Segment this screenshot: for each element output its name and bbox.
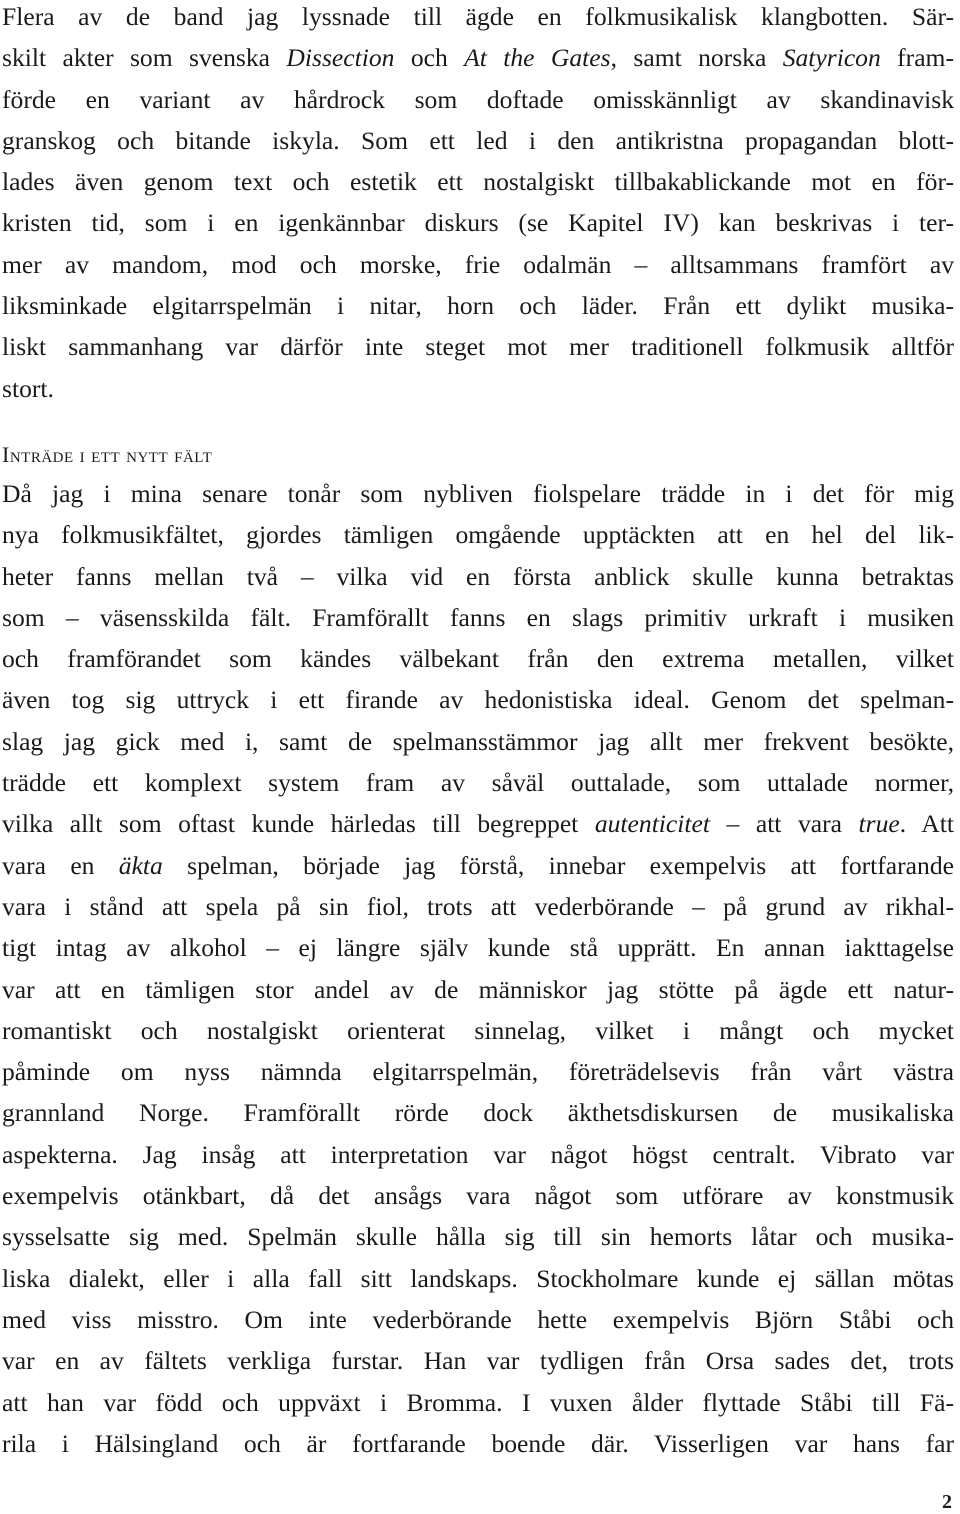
paragraph-1-line: mer av mandom, mod och morske, frie odalmän – alltsammans framfört av (2, 249, 954, 279)
italic-term: true (858, 809, 900, 839)
paragraph-1-line-italic-names: skilt akter som svenska Dissection och At the Gates, samt norska Satyricon fram- (2, 43, 954, 73)
paragraph-2-line-italic-terms: vilka allt som oftast kunde härledas till begreppet autenticitet – att vara true. Att (2, 809, 954, 839)
paragraph-1-line: förde en variant av hårdrock som doftade omisskännligt av skandinavisk (2, 84, 954, 114)
paragraph-2-line: och framförandet som kändes välbekant från den extrema metallen, vilket (2, 644, 954, 674)
paragraph-2-line: nya folkmusikfältet, gjordes tämligen omgående upptäckten att en hel del lik- (2, 520, 954, 550)
page-number: 2 (942, 1491, 952, 1513)
paragraph-2-line: exempelvis otänkbart, då det ansågs vara något som utförare av konstmusik (2, 1181, 954, 1211)
paragraph-2-line-italic-term: vara en äkta spelman, började jag förstå, innebar exempelvis att fortfarande (2, 850, 954, 880)
italic-term: äkta (118, 850, 163, 880)
paragraph-2-line: att han var född och uppväxt i Bromma. I vuxen ålder flyttade Ståbi till Fä- (2, 1387, 954, 1417)
italic-term: autenticitet (594, 809, 710, 839)
paragraph-2-line: liska dialekt, eller i alla fall sitt landskaps. Stockholmare kunde ej sällan mötas (2, 1263, 954, 1293)
paragraph-1 (2, 0, 954, 409)
paragraph-2-line: var att en tämligen stor andel av de människor jag stötte på ägde ett natur- (2, 974, 954, 1004)
paragraph-2-line: sysselsatte sig med. Spelmän skulle hålla sig till sin hemorts låtar och musika- (2, 1222, 954, 1252)
paragraph-1-line: liskt sammanhang var därför inte steget mot mer traditionell folkmusik alltför (2, 332, 954, 362)
paragraph-2-line: slag jag gick med i, samt de spelmansstämmor jag allt mer frekvent besökte, (2, 726, 954, 756)
paragraph-2-line: rila i Hälsingland och är fortfarande boende där. Visserligen var hans far (2, 1428, 954, 1458)
paragraph-1-line: kristen tid, som i en igenkännbar diskurs (se Kapitel IV) kan beskrivas i ter- (2, 208, 954, 238)
paragraph-2-line: som – väsensskilda fält. Framförallt fanns en slags primitiv urkraft i musiken (2, 602, 954, 632)
paragraph-2-line: tigt intag av alkohol – ej längre själv kunde stå upprätt. En annan iakttagelse (2, 933, 954, 963)
paragraph-2-line: romantiskt och nostalgiskt orienterat sinnelag, vilket i mångt och mycket (2, 1015, 954, 1045)
paragraph-2-line: påminde om nyss nämnda elgitarrspelmän, företrädelsevis från vårt västra (2, 1057, 954, 1087)
paragraph-2-line: med viss misstro. Om inte vederbörande hette exempelvis Björn Ståbi och (2, 1304, 954, 1334)
paragraph-1-line: liksminkade elgitarrspelmän i nitar, horn och läder. Från ett dylikt musika- (2, 291, 954, 321)
paragraph-2-line: var en av fältets verkliga furstar. Han var tydligen från Orsa sades det, trots (2, 1346, 954, 1376)
paragraph-2-line: aspekterna. Jag insåg att interpretation var något högst centralt. Vibrato var (2, 1139, 954, 1169)
paragraph-2-line: vara i stånd att spela på sin fiol, trots att vederbörande – på grund av rikhal- (2, 891, 954, 921)
paragraph-2-line: även tog sig uttryck i ett firande av hedonistiska ideal. Genom det spelman- (2, 685, 954, 715)
italic-term: At the Gates (464, 43, 611, 73)
paragraph-2-line: heter fanns mellan två – vilka vid en första anblick skulle kunna betraktas (2, 561, 954, 591)
paragraph-2-line: grannland Norge. Framförallt rörde dock äkthetsdiskursen de musikaliska (2, 1098, 954, 1128)
section-heading: Inträde i ett nytt fält (2, 442, 213, 467)
paragraph-1-line: stort. (2, 373, 54, 403)
paragraph-2-line: trädde ett komplext system fram av såväl outtalade, som uttalade normer, (2, 768, 954, 798)
paragraph-2-line: Då jag i mina senare tonår som nybliven fiolspelare trädde in i det för mig (2, 479, 954, 508)
paragraph-2 (2, 473, 954, 1464)
italic-term: Dissection (286, 43, 395, 73)
italic-term: Satyricon (782, 43, 881, 73)
paragraph-1-line: lades även genom text och estetik ett nostalgiskt tillbakablickande mot en för- (2, 167, 954, 197)
paragraph-1-line: Flera av de band jag lyssnade till ägde en folkmusikalisk klangbotten. Sär- (2, 2, 954, 31)
paragraph-1-line: granskog och bitande iskyla. Som ett led i den antikristna propagandan blott- (2, 125, 954, 155)
